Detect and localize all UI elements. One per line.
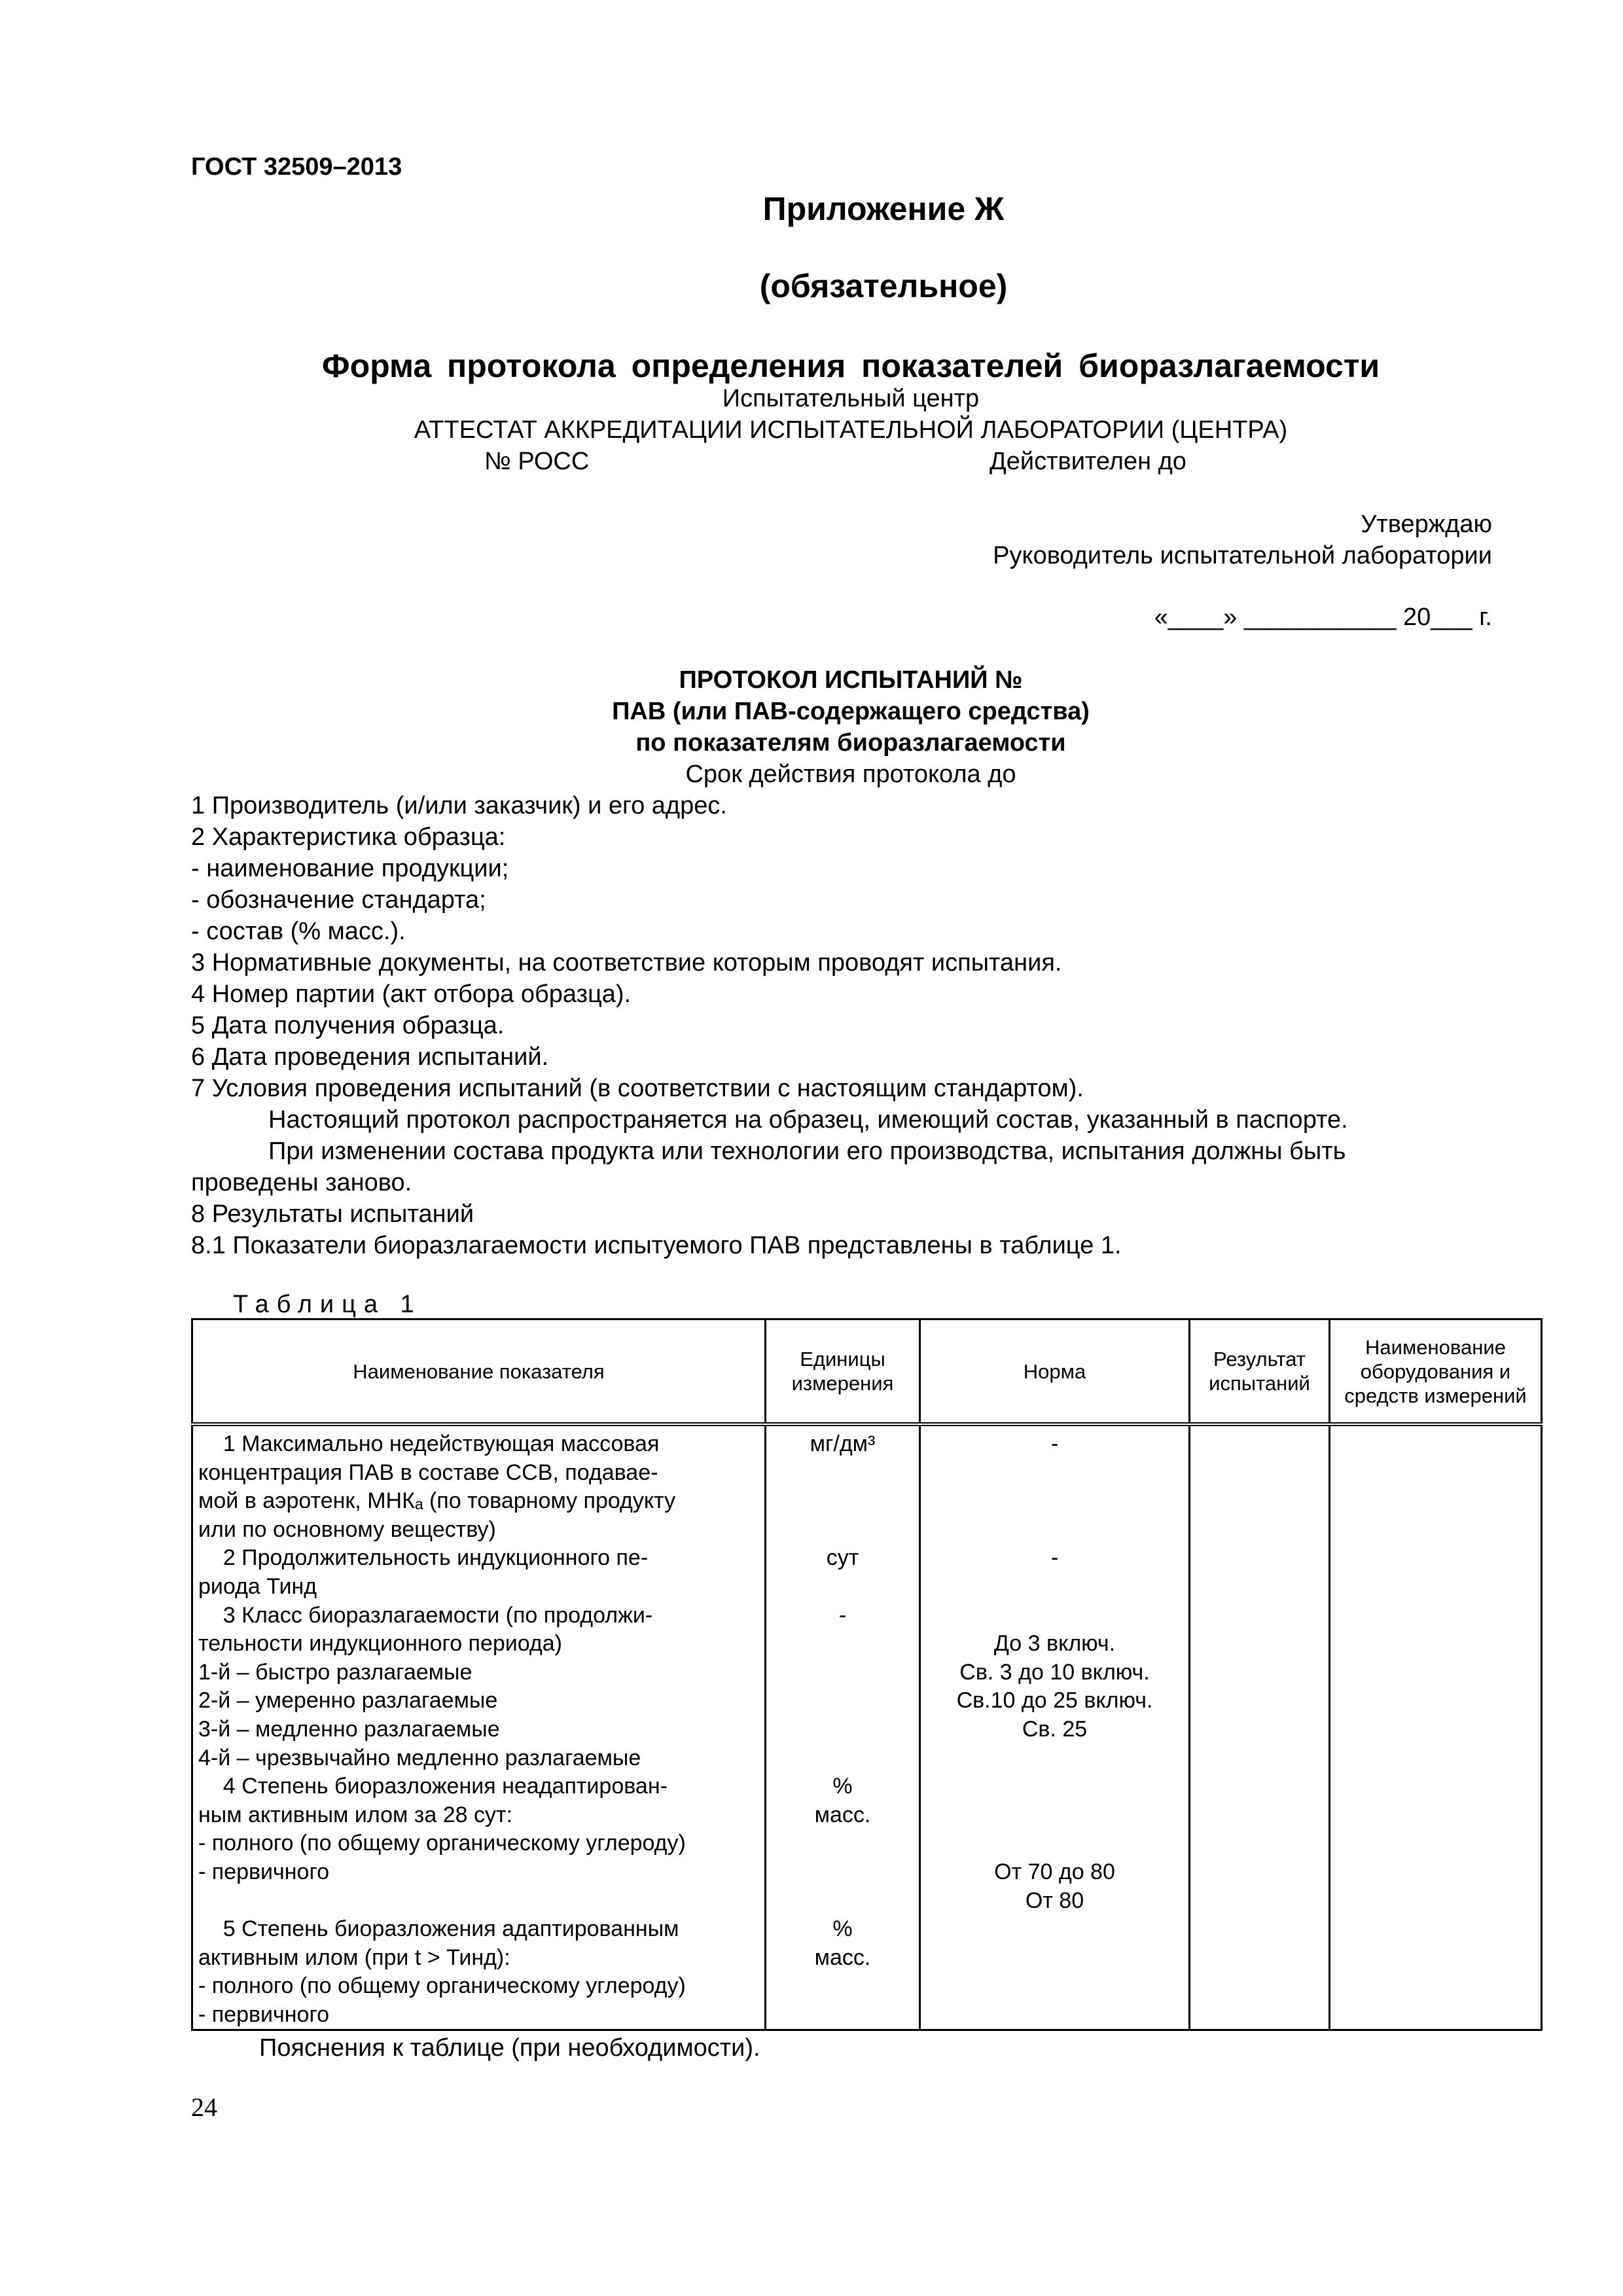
valid-until: Действителен до <box>990 448 1186 475</box>
protocol-title: ПРОТОКОЛ ИСПЫТАНИЙ № <box>679 666 1023 694</box>
approve-label: Утверждаю <box>1361 511 1492 538</box>
col-header-norm: Норма <box>920 1319 1190 1425</box>
accreditation-line: АТТЕСТАТ АККРЕДИТАЦИИ ИСПЫТАТЕЛЬНОЙ ЛАБОРАТОРИИ (ЦЕНТРА) <box>414 416 1288 444</box>
standard-header: ГОСТ 32509–2013 <box>191 153 402 181</box>
protocol-by: по показателям биоразлагаемости <box>635 729 1066 757</box>
cell-results[interactable] <box>1190 1424 1330 2030</box>
paragraph-change: При изменении состава продукта или технологии его производства, испытания должны быть <box>268 1138 1346 1165</box>
appendix-status: (обязательное) <box>759 268 1008 304</box>
paragraph-scope: Настоящий протокол распространяется на образец, имеющий состав, указанный в паспорте. <box>268 1106 1348 1134</box>
cell-units: мг/дм³ сут - % масс. % масс. <box>766 1424 920 2030</box>
table-row <box>192 1424 1542 2030</box>
appendix-title: Приложение Ж <box>762 190 1005 227</box>
protocol-validity: Срок действия протокола до <box>685 761 1016 788</box>
list-item: 3 Нормативные документы, на соответствие которым проводят испытания. <box>191 949 1062 977</box>
results-heading: 8 Результаты испытаний <box>191 1200 474 1228</box>
list-item: 4 Номер партии (акт отбора образца). <box>191 980 632 1008</box>
protocol-subject: ПАВ (или ПАВ-содержащего средства) <box>612 698 1090 725</box>
results-table <box>191 1318 1543 2031</box>
lab-head-label: Руководитель испытательной лаборатории <box>993 542 1492 569</box>
col-header-indicator: Наименование показателя <box>192 1319 766 1425</box>
test-center-name: Испытательный центр <box>722 385 980 412</box>
cell-indicators: 1 Максимально недействующая массовая концентрация ПАВ в составе ССВ, подавае- мой в аэротенк, МНКₐ (по товарному продукту или по основному веществу) 2 Продолжительность индукционного пе- риода Тинд 3 Класс биоразлагаемости (по продолжи- тельности индукционного периода) 1-й – быстро разлагаемые 2-й – умеренно разлагаемые 3-й – медленно разлагаемые 4-й – чрезвычайно медленно разлагаемые 4 Степень биоразложения неадаптирован- ным активным илом за 28 сут: - полного (по общему органическому углероду) - первичного 5 Степень биоразложения адаптированным активным илом (при t > Тинд): - полного (по общему органическому углероду) - первичного <box>192 1424 766 2030</box>
form-title: Форма протокола определения показателей биоразлагаемости <box>321 348 1380 384</box>
page-number: 24 <box>191 2092 217 2122</box>
col-header-result: Результат испытаний <box>1190 1319 1330 1425</box>
col-header-equipment: Наименование оборудования и средств измерений <box>1330 1319 1542 1425</box>
approval-date: «____» ___________ 20___ г. <box>1154 603 1492 631</box>
paragraph-change-cont: проведены заново. <box>191 1169 412 1196</box>
list-item: - состав (% масс.). <box>191 918 406 945</box>
list-item: 7 Условия проведения испытаний (в соответствии с настоящим стандартом). <box>191 1075 1084 1102</box>
results-subheading: 8.1 Показатели биоразлагаемости испытуемого ПАВ представлены в таблице 1. <box>191 1232 1122 1259</box>
table-explanation: Пояснения к таблице (при необходимости). <box>259 2034 760 2062</box>
list-item: - наименование продукции; <box>191 855 509 882</box>
table-header-row <box>192 1319 1542 1425</box>
list-item: 6 Дата проведения испытаний. <box>191 1043 549 1071</box>
ross-number: № РОСС <box>484 448 590 475</box>
cell-norms: - - До 3 включ. Св. 3 до 10 включ. Св.10 до 25 включ. Св. 25 От 70 до 80 От 80 <box>920 1424 1190 2030</box>
list-item: 5 Дата получения образца. <box>191 1012 505 1039</box>
table-label: Таблица 1 <box>233 1291 422 1318</box>
list-item: 1 Производитель (и/или заказчик) и его адрес. <box>191 792 727 819</box>
col-header-units: Единицы измерения <box>766 1319 920 1425</box>
list-item: - обозначение стандарта; <box>191 886 486 914</box>
list-item: 2 Характеристика образца: <box>191 823 506 851</box>
cell-equipment[interactable] <box>1330 1424 1542 2030</box>
